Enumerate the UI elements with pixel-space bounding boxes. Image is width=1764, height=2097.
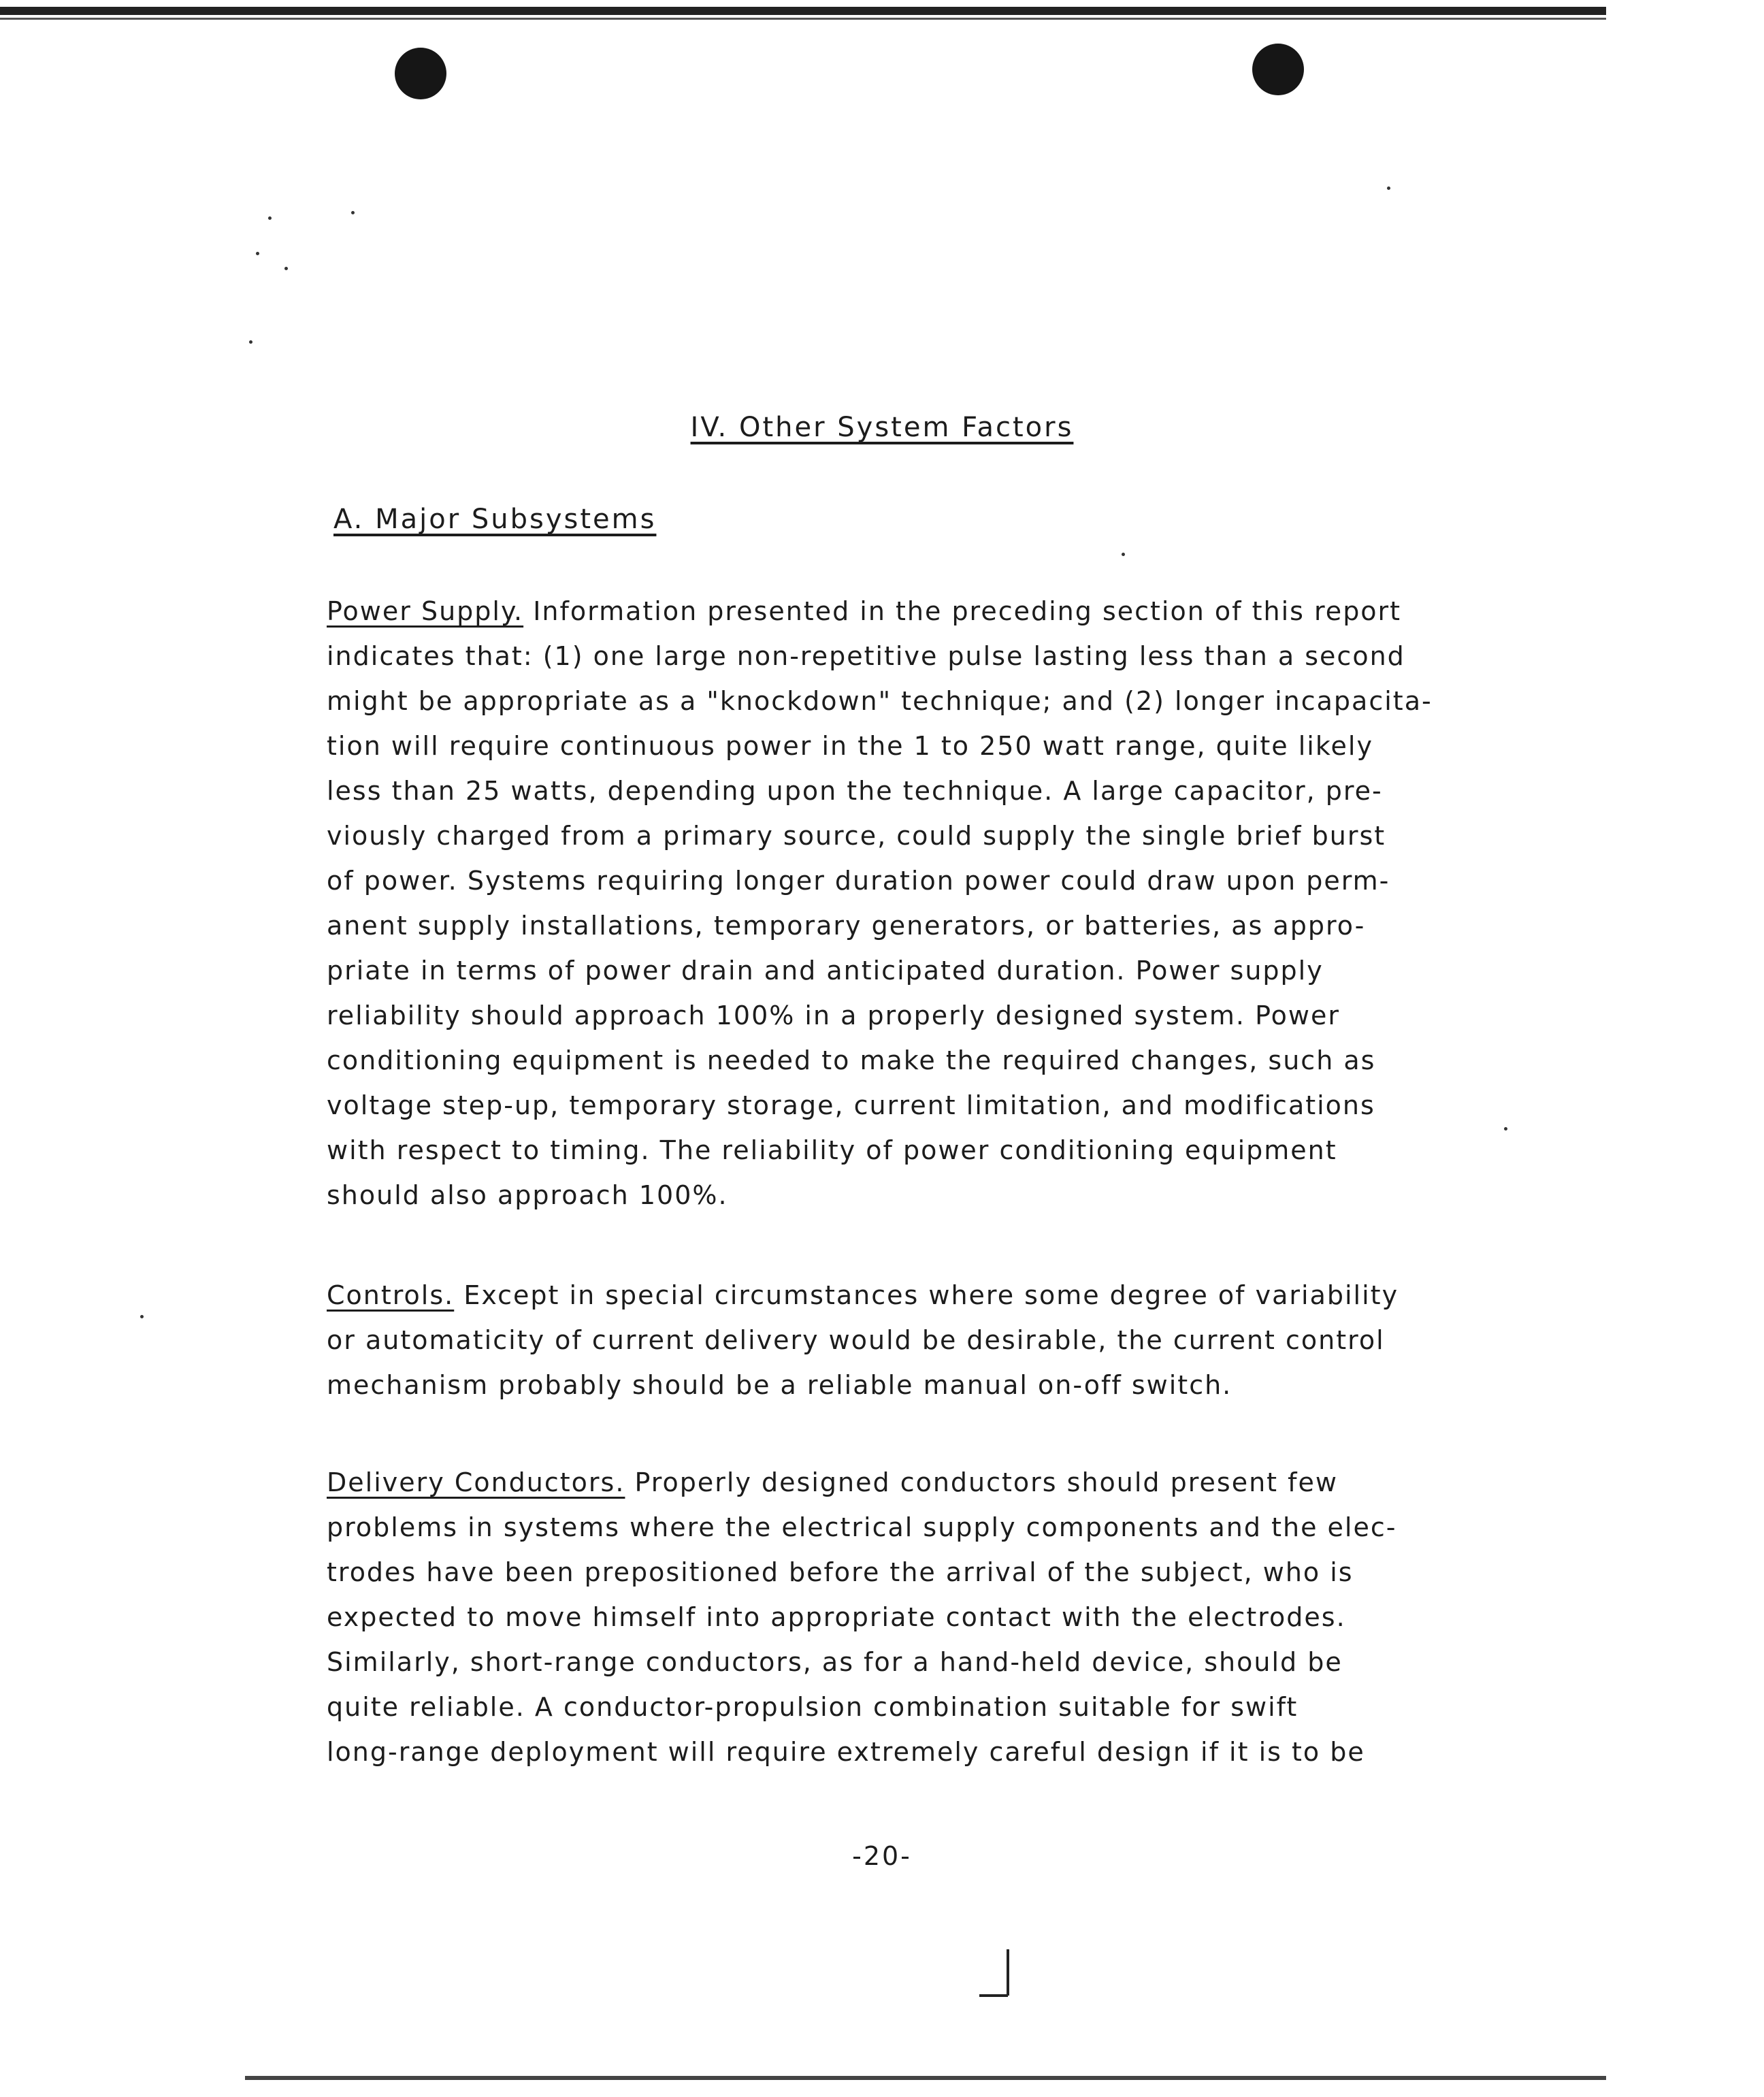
paragraph-line: Similarly, short-range conductors, as for a hand-held device, should be [327, 1647, 1343, 1677]
paragraph-line: priate in terms of power drain and anticipated duration. Power supply [327, 956, 1324, 986]
paragraph-line: conditioning equipment is needed to make the required changes, such as [327, 1045, 1376, 1075]
page-number: -20- [852, 1841, 912, 1871]
section-title: IV. Other System Factors [690, 412, 1074, 443]
scan-speck [1387, 186, 1390, 190]
scan-edge-bottom [245, 2076, 1606, 2080]
scan-edge-top [0, 7, 1606, 15]
paragraph-delivery-conductors [327, 1460, 1552, 1774]
scan-speck [284, 267, 288, 270]
paragraph-line: less than 25 watts, depending upon the technique. A large capacitor, pre- [327, 776, 1383, 806]
scan-speck [140, 1315, 144, 1318]
subsection-title: A. Major Subsystems [333, 504, 657, 535]
paragraph-power-supply [327, 589, 1552, 1218]
paragraph-line: Controls. Except in special circumstances where some degree of variability [327, 1280, 1399, 1310]
paragraph-line: anent supply installations, temporary generators, or batteries, as appro- [327, 911, 1366, 941]
paragraph-line: with respect to timing. The reliability of power conditioning equipment [327, 1135, 1337, 1165]
paragraph-line: might be appropriate as a "knockdown" technique; and (2) longer incapacita- [327, 686, 1433, 716]
punch-hole-right [1252, 44, 1304, 95]
paragraph-line: viously charged from a primary source, could supply the single brief burst [327, 821, 1386, 851]
paragraph-line: of power. Systems requiring longer duration power could draw upon perm- [327, 866, 1390, 896]
paragraph-line: reliability should approach 100% in a properly designed system. Power [327, 1001, 1340, 1030]
paragraph-line: tion will require continuous power in the 1 to 250 watt range, quite likely [327, 731, 1373, 761]
paragraph-line: indicates that: (1) one large non-repetitive pulse lasting less than a second [327, 641, 1405, 671]
paragraph-lead: Power Supply. [327, 596, 524, 626]
paragraph-line: trodes have been prepositioned before the arrival of the subject, who is [327, 1557, 1354, 1587]
scan-speck [268, 216, 272, 220]
scan-speck [249, 340, 252, 344]
paragraph-line: or automaticity of current delivery would be desirable, the current control [327, 1325, 1385, 1355]
scan-speck [1122, 553, 1125, 556]
paragraph-line: quite reliable. A conductor-propulsion combination suitable for swift [327, 1692, 1298, 1722]
paragraph-line: voltage step-up, temporary storage, current limitation, and modifications [327, 1090, 1375, 1120]
paragraph-lead: Controls. [327, 1280, 455, 1310]
scan-speck [256, 252, 259, 255]
scan-speck [351, 211, 355, 214]
paragraph-controls [327, 1273, 1552, 1408]
paragraph-line: Power Supply. Information presented in the preceding section of this report [327, 596, 1402, 626]
paragraph-line: problems in systems where the electrical supply components and the elec- [327, 1512, 1397, 1542]
paragraph-line: should also approach 100%. [327, 1180, 728, 1210]
paragraph-line: Delivery Conductors. Properly designed conductors should present few [327, 1467, 1338, 1497]
paragraph-lead: Delivery Conductors. [327, 1467, 625, 1497]
paragraph-line: mechanism probably should be a reliable manual on-off switch. [327, 1370, 1232, 1400]
paragraph-line: long-range deployment will require extremely careful design if it is to be [327, 1737, 1365, 1767]
corner-mark-icon [977, 1947, 1017, 2001]
paragraph-line: expected to move himself into appropriate contact with the electrodes. [327, 1602, 1346, 1632]
scan-edge-top-thin [0, 18, 1606, 20]
punch-hole-left [395, 48, 446, 99]
